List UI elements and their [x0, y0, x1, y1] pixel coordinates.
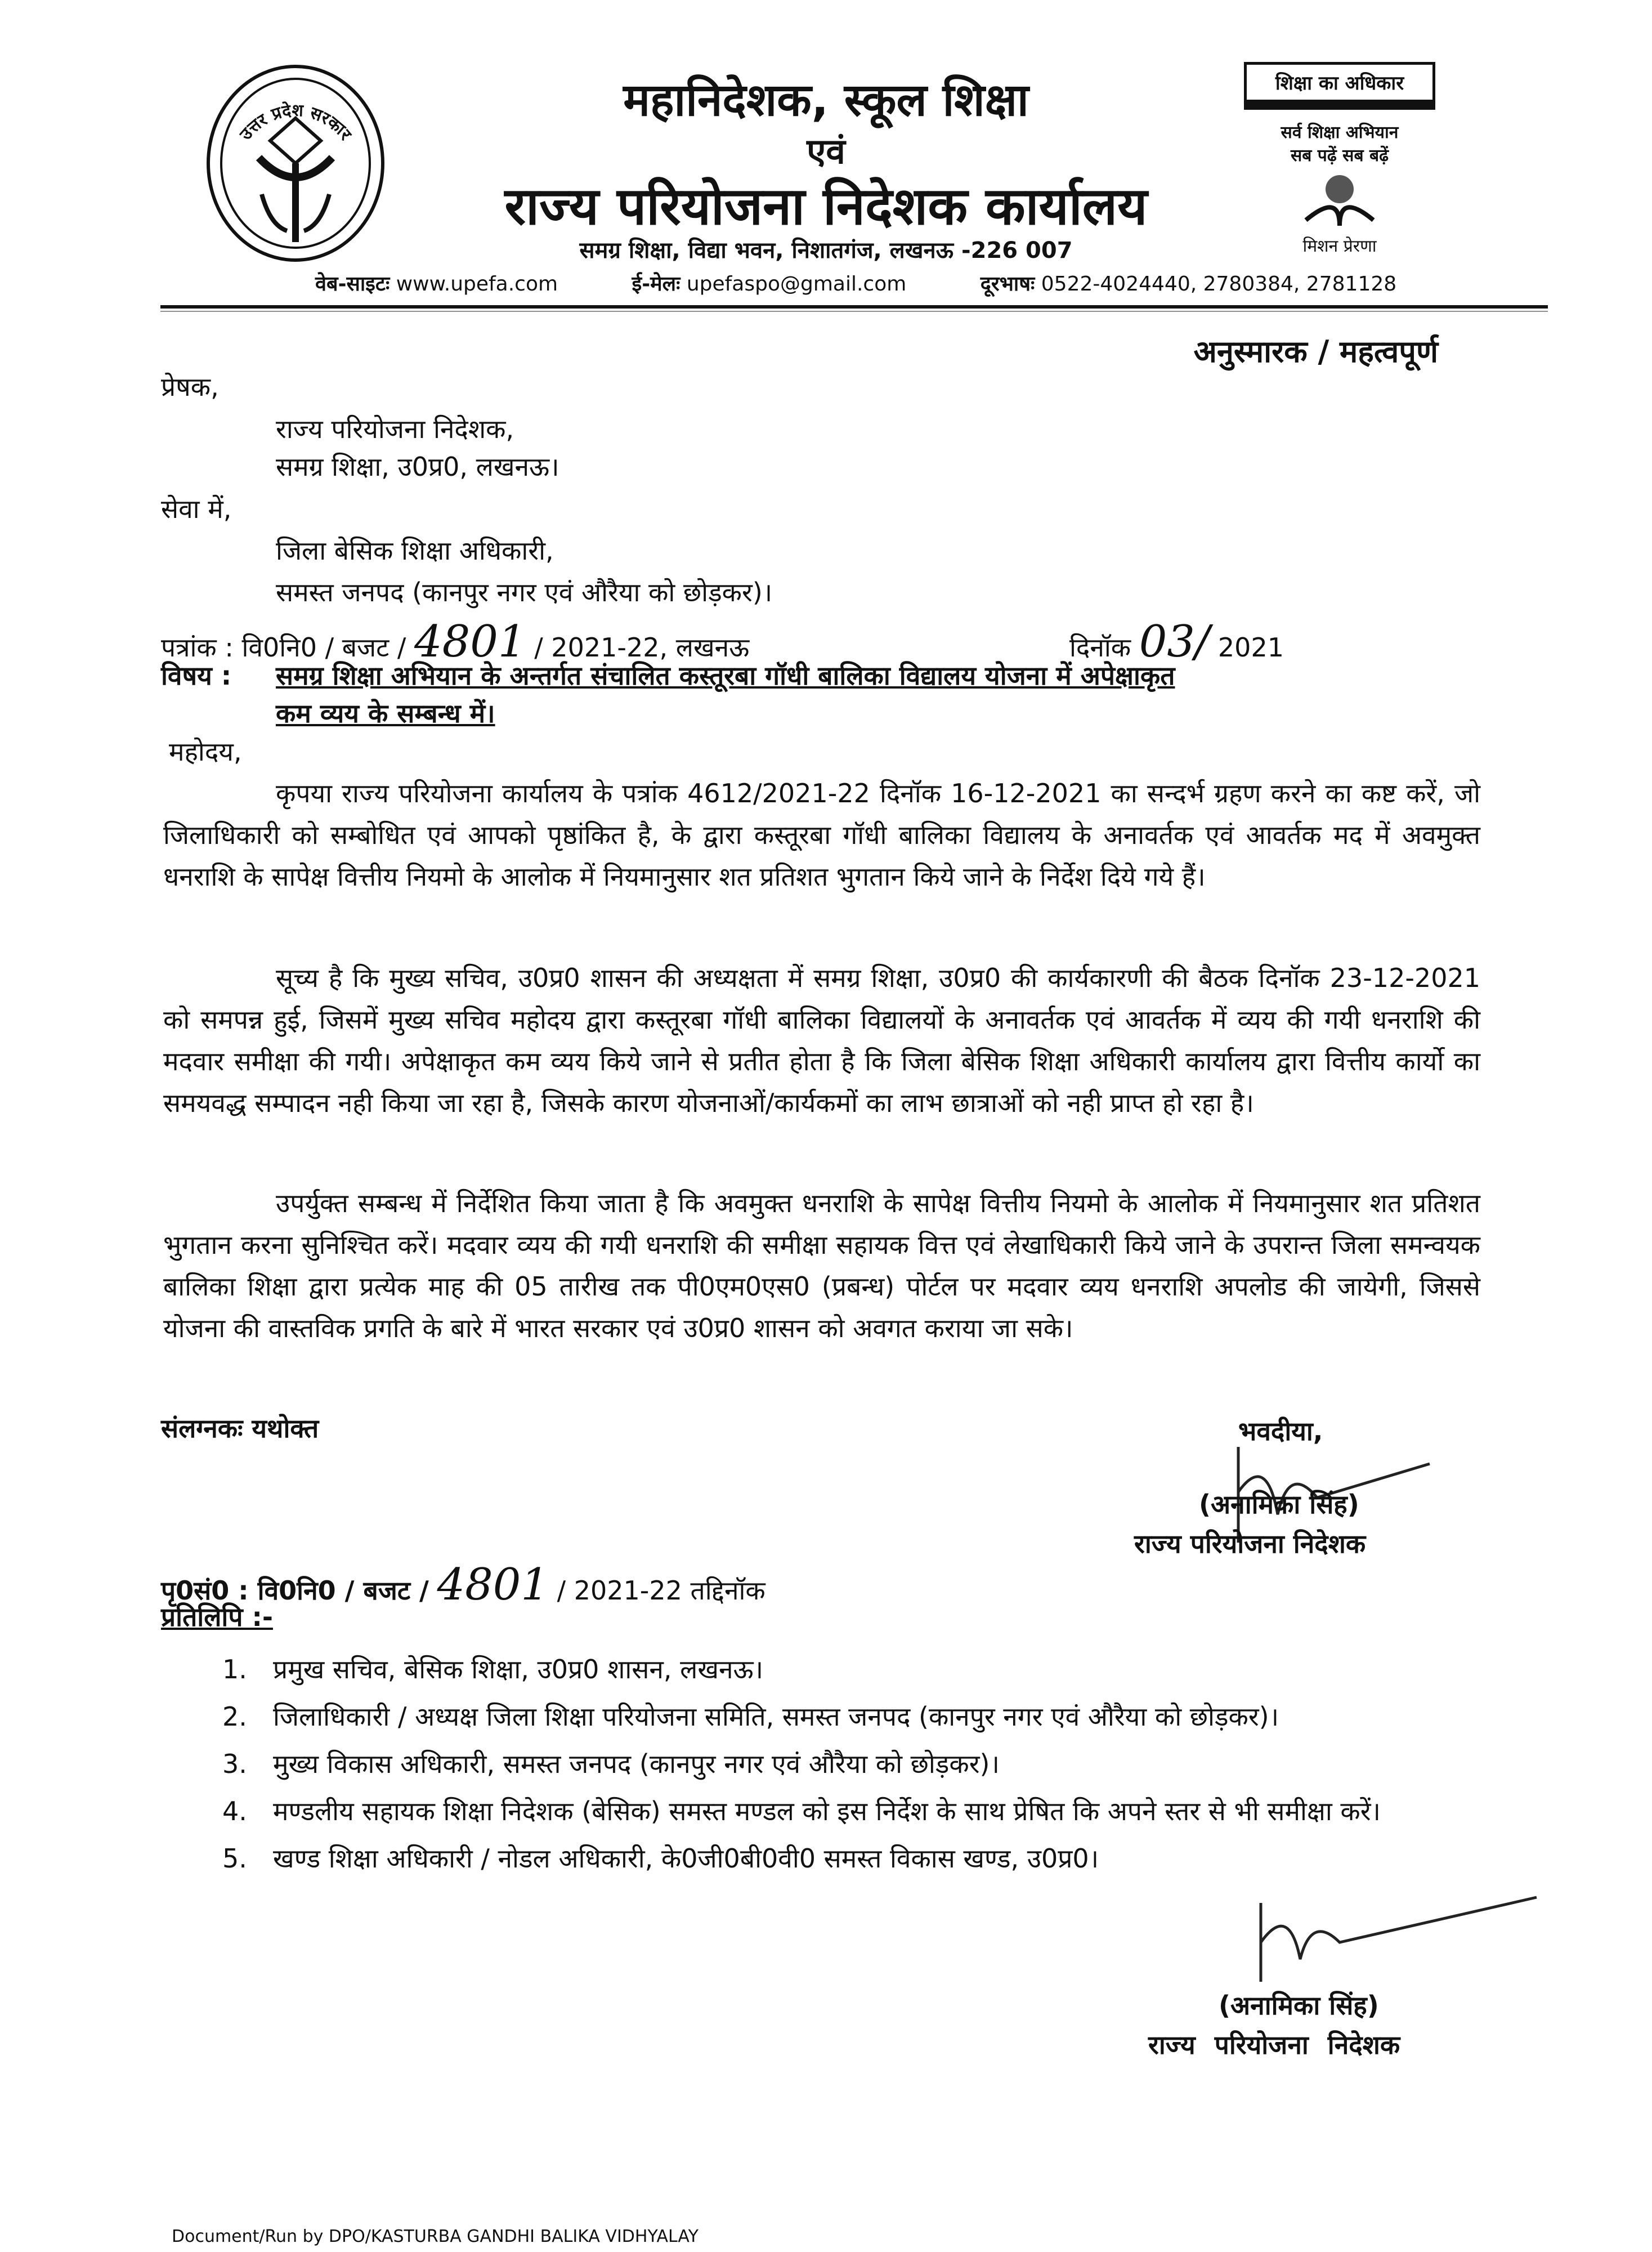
sender-line1: राज्य परियोजना निदेशक, [276, 414, 514, 444]
cc-item-number: 4. [222, 1796, 247, 1826]
date-year: 2021 [1217, 632, 1284, 663]
salutation: महोदय, [169, 736, 242, 767]
cc-label: प्रतिलिपि :- [161, 1602, 273, 1632]
letterhead-contact [315, 269, 1532, 297]
cc-item-text: प्रमुख सचिव, बेसिक शिक्षा, उ0प्र0 शासन, लखनऊ। [273, 1654, 764, 1684]
sender-label: प्रेषक, [161, 372, 219, 402]
endorsement-suffix: / 2021-22 तद्दिनॉक [557, 1575, 765, 1606]
right-logos [1233, 62, 1447, 257]
ref-suffix: / 2021-22, लखनऊ [534, 632, 750, 663]
mission-prerna-text: मिशन प्रेरणा [1302, 236, 1377, 256]
recipient-line2: समस्त जनपद (कानपुर नगर एवं औरैया को छोड़कर)। [276, 577, 773, 607]
cc-item-text: मुख्य विकास अधिकारी, समस्त जनपद (कानपुर नगर एवं औरैया को छोड़कर)। [273, 1749, 1000, 1779]
date-label: दिनॉक [1069, 632, 1131, 663]
cc-item-number: 5. [222, 1843, 247, 1874]
paragraph-2: सूच्य है कि मुख्य सचिव, उ0प्र0 शासन की अध्यक्षता में समग्र शिक्षा, उ0प्र0 की कार्यकारणी की बैठक दिनॉक 23-12-2021 को समपन्न हुई, जिसमें मुख्य सचिव महोदय द्वारा कस्तूरबा गॉधी बालिका विद्यालयों के अनावर्तक एवं आवर्तक में व्यय की गयी धनराशि की मदवार समीक्षा की गयी। अपेक्षाकृत कम व्यय किये जाने से प्रतीत होता है कि जिला बेसिक शिक्षा अधिकारी कार्यालय द्वारा वित्तीय कार्यो का समयवद्ध सम्पादन नही किया जा रहा है, जिसके कारण योजनाओं/कार्यकमों का लाभ छात्राओं को नही प्राप्त हो रहा है। [163, 963, 1480, 1118]
rte-banner: शिक्षा का अधिकार [1244, 62, 1435, 110]
recipient-line1: जिला बेसिक शिक्षा अधिकारी, [276, 535, 554, 566]
website-link[interactable]: www.upefa.com [396, 272, 558, 296]
date-handwritten: 03/ [1139, 616, 1210, 667]
header-divider-secondary [160, 311, 1548, 312]
cc-item-text: मण्डलीय सहायक शिक्षा निदेशक (बेसिक) समस्त मण्डल को इस निर्देश के साथ प्रेषित कि अपने स्तर से भी समीक्षा करें। [273, 1796, 1381, 1826]
reminder-tag: अनुस्मारक / महत्वपूर्ण [1193, 334, 1438, 369]
cc-item-text: जिलाधिकारी / अध्यक्ष जिला शिक्षा परियोजना समिति, समस्त जनपद (कानपुर नगर एवं औरैया को छोड़कर)। [273, 1701, 1279, 1732]
email-label: ई-मेलः [632, 272, 681, 296]
cc-list-item [222, 1744, 1472, 1784]
cc-list-item [222, 1791, 1472, 1831]
signatory-designation-1: राज्य परियोजना निदेशक [1134, 1529, 1366, 1559]
cc-item-number: 3. [222, 1749, 247, 1779]
ssa-slogan: सब पढ़ें सब बढ़ें [1290, 146, 1389, 166]
paragraph-3: उपर्युक्त सम्बन्ध में निर्देशित किया जाता है कि अवमुक्त धनराशि के सापेक्ष वित्तीय नियमो के आलोक में नियमानुसार शत प्रतिशत भुगतान करना सुनिश्चित करें। मदवार व्यय की गयी धनराशि की समीक्षा सहायक वित्त एवं लेखाधिकारी किये जाने के उपरान्त जिला समन्वयक बालिका शिक्षा द्वारा प्रत्येक माह की 05 तारीख तक पी0एम0एस0 (प्रबन्ध) पोर्टल पर मदवार व्यय धनराशि अपलोड की जायेगी, जिससे योजना की वास्तविक प्रगति के बारे में भारत सरकार एवं उ0प्र0 शासन को अवगत कराया जा सके। [163, 1188, 1480, 1343]
signatory-name-2: (अनामिका सिंह) [1219, 1990, 1379, 2021]
signatory-name-1: (अनामिका सिंह) [1199, 1489, 1359, 1520]
subject-line2: कम व्यय के सम्बन्ध में। [276, 698, 495, 729]
cc-item-text: खण्ड शिक्षा अधिकारी / नोडल अधिकारी, के0जी0बी0वी0 समस्त विकास खण्ड, उ0प्र0। [273, 1843, 1099, 1874]
cc-list [222, 1650, 1472, 1886]
cc-list-item [222, 1697, 1472, 1736]
subject-line1: समग्र शिक्षा अभियान के अन्तर्गत संचालित कस्तूरबा गॉधी बालिका विद्यालय योजना में अपेक्षाकृत [276, 660, 1175, 691]
subject-label: विषय : [161, 660, 232, 691]
phone-numbers: 0522-4024440, 2780384, 2781128 [1041, 272, 1397, 296]
signature-2 [1250, 1892, 1542, 1993]
ref-prefix: पत्रांक : वि0नि0 / बजट / [161, 632, 406, 663]
letterhead-line1: महानिदेशक, स्कूल शिक्षा [623, 74, 1029, 126]
letterhead-line3: राज्य परियोजना निदेशक कार्यालय [504, 176, 1148, 236]
ssa-text: सर्व शिक्षा अभियान [1281, 123, 1399, 142]
cc-list-item [222, 1839, 1472, 1878]
letterhead-address: समग्र शिक्षा, विद्या भवन, निशातगंज, लखनऊ -226 007 [579, 238, 1073, 263]
header-divider [160, 305, 1548, 309]
mission-prerna-book-icon [1300, 169, 1379, 231]
cc-item-number: 1. [222, 1654, 247, 1684]
letterhead-line2: एवं [807, 131, 845, 172]
email-link[interactable]: upefaspo@gmail.com [686, 272, 907, 296]
enclosure: संलग्नकः यथोक्त [161, 1413, 319, 1444]
cc-item-number: 2. [222, 1701, 247, 1732]
emblem-caption: उत्तर प्रदेश सरकार [236, 100, 356, 144]
ref-number-handwritten: 4801 [414, 616, 526, 667]
phone-label: दूरभाषः [980, 272, 1035, 296]
footer-text: Document/Run by DPO/KASTURBA GANDHI BALIKA VIDHYALAY [172, 2227, 699, 2246]
recipient-label: सेवा में, [161, 494, 232, 524]
cc-list-item [222, 1650, 1472, 1689]
website-label: वेब-साइटः [315, 272, 390, 296]
paragraph-1: कृपया राज्य परियोजना कार्यालय के पत्रांक 4612/2021-22 दिनॉक 16-12-2021 का सन्दर्भ ग्रहण करने का कष्ट करें, जो जिलाधिकारी को सम्बोधित एवं आपको पृष्ठांकित है, के द्वारा कस्तूरबा गॉधी बालिका विद्यालय के अनावर्तक एवं आवर्तक मद में अवमुक्त धनराशि के सापेक्ष वित्तीय नियमो के आलोक में नियमानुसार शत प्रतिशत भुगतान किये जाने के निर्देश दिये गये हैं। [163, 778, 1480, 892]
signatory-designation-2: राज्य परियोजना निदेशक [1148, 2030, 1400, 2060]
endorsement-prefix: पृ0सं0 : वि0नि0 / बजट / [161, 1575, 429, 1606]
sender-line2: समग्र शिक्षा, उ0प्र0, लखनऊ। [276, 452, 559, 482]
endorsement-number-handwritten: 4801 [437, 1560, 549, 1610]
closing: भवदीया, [1238, 1416, 1323, 1446]
